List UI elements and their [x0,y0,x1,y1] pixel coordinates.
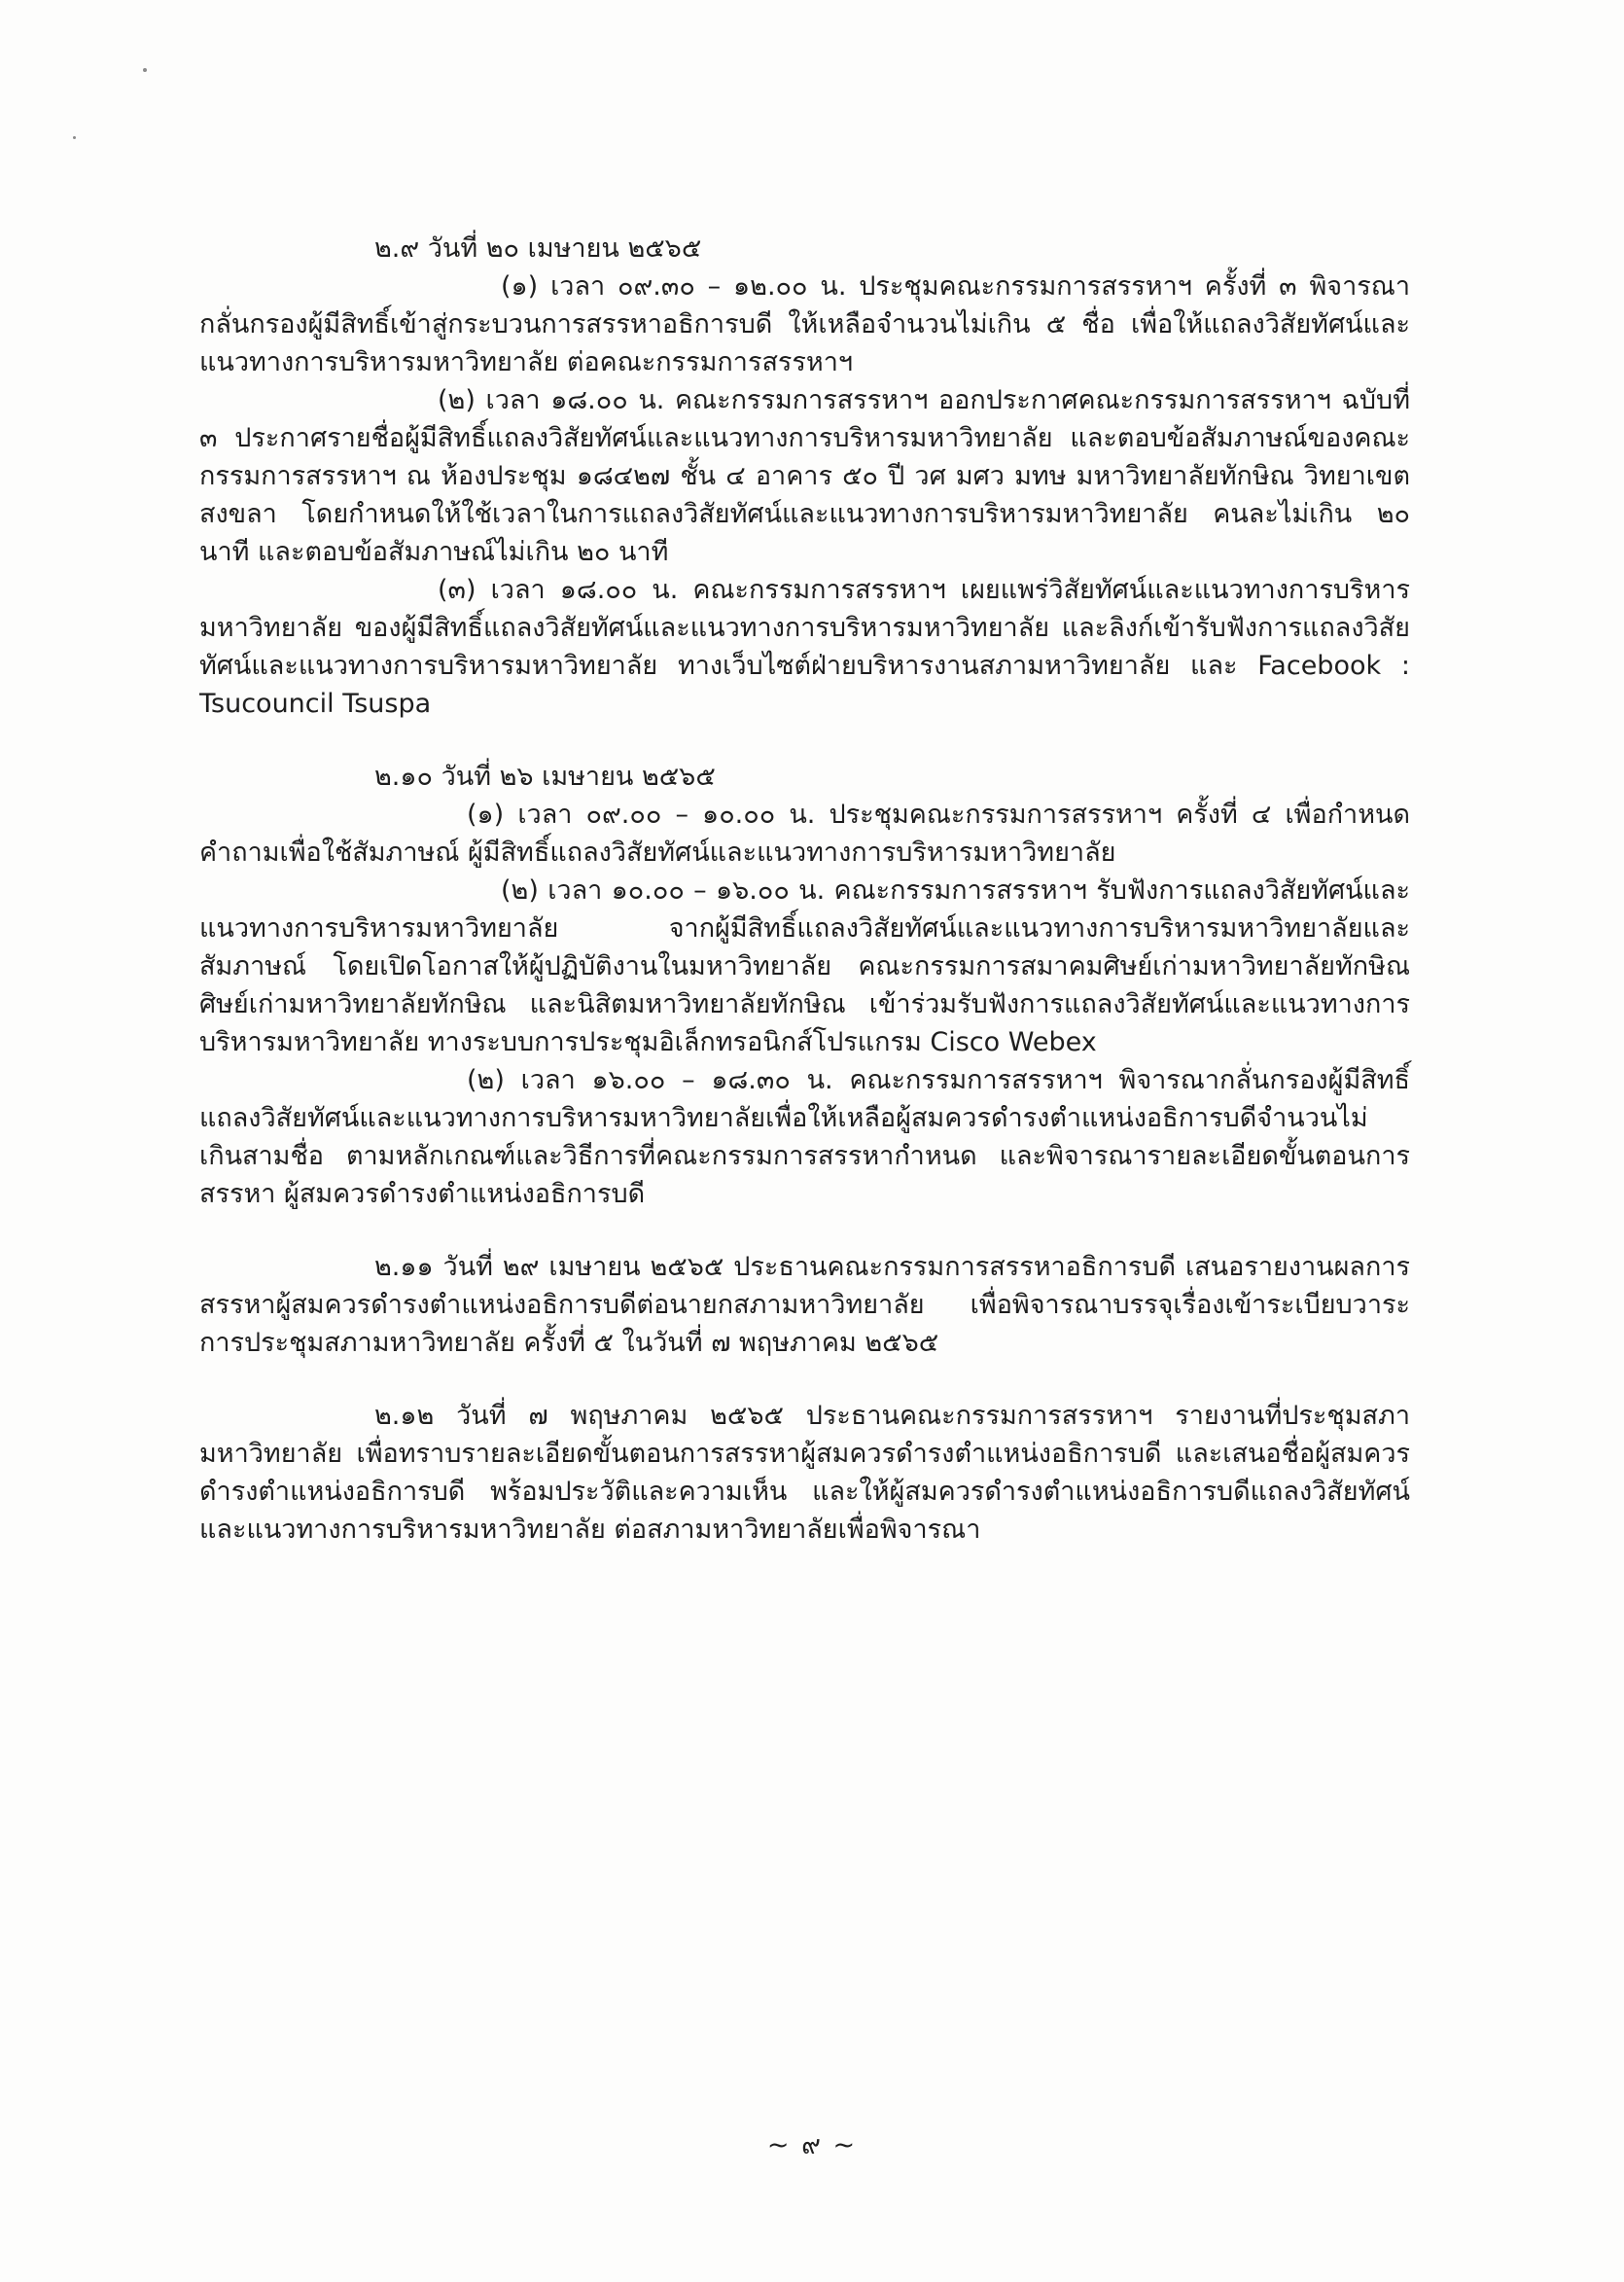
section-heading-2-9: ๒.๙ วันที่ ๒๐ เมษายน ๒๕๖๕ [374,233,702,264]
section-2-10-item-2: (๒) เวลา ๑๐.๐๐ – ๑๖.๐๐ น. คณะกรรมการสรรหาฯ รับฟังการแถลงวิสัยทัศน์และแนวทางการบริหารมหาวิทยาลัย จากผู้มีสิทธิ์แถลงวิสัยทัศน์และแนวทางการบริหารมหาวิทยาลัยและสัมภาษณ์ โดยเปิดโอกาสให้ผู้ปฏิบัติงานในมหาวิทยาลัย คณะกรรมการสมาคมศิษย์เก่ามหาวิทยาลัยทักษิณ ศิษย์เก่ามหาวิทยาลัยทักษิณ และนิสิตมหาวิทยาลัยทักษิณ เข้าร่วมรับฟังการแถลงวิสัยทัศน์และแนวทางการบริหารมหาวิทยาลัย ทางระบบการประชุมอิเล็กทรอนิกส์โปรแกรม Cisco Webex [199,875,1410,1057]
page-number: ~ ๙ ~ [766,2130,858,2160]
document-body [199,230,1410,1549]
section-heading-2-10: ๒.๑๐ วันที่ ๒๖ เมษายน ๒๕๖๕ [374,762,716,792]
section-2-9-item-1: (๑) เวลา ๐๙.๓๐ – ๑๒.๐๐ น. ประชุมคณะกรรมการสรรหาฯ ครั้งที่ ๓ พิจารณากลั่นกรองผู้มีสิทธิ์เข้าสู่กระบวนการสรรหาอธิการบดี ให้เหลือจำนวนไม่เกิน ๕ ชื่อ เพื่อให้แถลงวิสัยทัศน์และแนวทางการบริหารมหาวิทยาลัย ต่อคณะกรรมการสรรหาฯ [199,271,1410,377]
section-2-10-item-3: (๒) เวลา ๑๖.๐๐ – ๑๘.๓๐ น. คณะกรรมการสรรหาฯ พิจารณากลั่นกรองผู้มีสิทธิ์แถลงวิสัยทัศน์และแนวทางการบริหารมหาวิทยาลัยเพื่อให้เหลือผู้สมควรดำรงตำแหน่งอธิการบดีจำนวนไม่เกินสามชื่อ ตามหลักเกณฑ์และวิธีการที่คณะกรรมการสรรหากำหนด และพิจารณารายละเอียดขั้นตอนการสรรหา ผู้สมควรดำรงตำแหน่งอธิการบดี [199,1065,1410,1209]
section-2-9-item-3: (๓) เวลา ๑๘.๐๐ น. คณะกรรมการสรรหาฯ เผยแพร่วิสัยทัศน์และแนวทางการบริหารมหาวิทยาลัย ของผู้มีสิทธิ์แถลงวิสัยทัศน์และแนวทางการบริหารมหาวิทยาลัย และลิงก์เข้ารับฟังการแถลงวิสัยทัศน์และแนวทางการบริหารมหาวิทยาลัย ทางเว็บไซต์ฝ่ายบริหารงานสภามหาวิทยาลัย และ Facebook : Tsucouncil Tsuspa [199,575,1410,719]
section-2-11-paragraph: ๒.๑๑ วันที่ ๒๙ เมษายน ๒๕๖๕ ประธานคณะกรรมการสรรหาอธิการบดี เสนอรายงานผลการสรรหาผู้สมควรดำรงตำแหน่งอธิการบดีต่อนายกสภามหาวิทยาลัย เพื่อพิจารณาบรรจุเรื่องเข้าระเบียบวาระการประชุมสภามหาวิทยาลัย ครั้งที่ ๕ ในวันที่ ๗ พฤษภาคม ๒๕๖๕ [199,1252,1410,1358]
section-spacer [199,1362,1410,1397]
scan-speck [143,68,147,72]
section-spacer [199,1213,1410,1248]
scan-speck [73,136,76,139]
section-2-9-item-2: (๒) เวลา ๑๘.๐๐ น. คณะกรรมการสรรหาฯ ออกประกาศคณะกรรมการสรรหาฯ ฉบับที่ ๓ ประกาศรายชื่อผู้มีสิทธิ์แถลงวิสัยทัศน์และแนวทางการบริหารมหาวิทยาลัย และตอบข้อสัมภาษณ์ของคณะกรรมการสรรหาฯ ณ ห้องประชุม ๑๘๔๒๗ ชั้น ๔ อาคาร ๕๐ ปี วศ มศว มทษ มหาวิทยาลัยทักษิณ วิทยาเขตสงขลา โดยกำหนดให้ใช้เวลาในการแถลงวิสัยทัศน์และแนวทางการบริหารมหาวิทยาลัย คนละไม่เกิน ๒๐ นาที และตอบข้อสัมภาษณ์ไม่เกิน ๒๐ นาที [199,385,1410,567]
section-2-12-paragraph: ๒.๑๒ วันที่ ๗ พฤษภาคม ๒๕๖๕ ประธานคณะกรรมการสรรหาฯ รายงานที่ประชุมสภามหาวิทยาลัย เพื่อทราบรายละเอียดขั้นตอนการสรรหาผู้สมควรดำรงตำแหน่งอธิการบดี และเสนอชื่อผู้สมควรดำรงตำแหน่งอธิการบดี พร้อมประวัติและความเห็น และให้ผู้สมควรดำรงตำแหน่งอธิการบดีแถลงวิสัยทัศน์และแนวทางการบริหารมหาวิทยาลัย ต่อสภามหาวิทยาลัยเพื่อพิจารณา [199,1401,1410,1545]
section-spacer [199,723,1410,758]
section-2-10-item-1: (๑) เวลา ๐๙.๐๐ – ๑๐.๐๐ น. ประชุมคณะกรรมการสรรหาฯ ครั้งที่ ๔ เพื่อกำหนดคำถามเพื่อใช้สัมภาษณ์ ผู้มีสิทธิ์แถลงวิสัยทัศน์และแนวทางการบริหารมหาวิทยาลัย [199,800,1410,868]
